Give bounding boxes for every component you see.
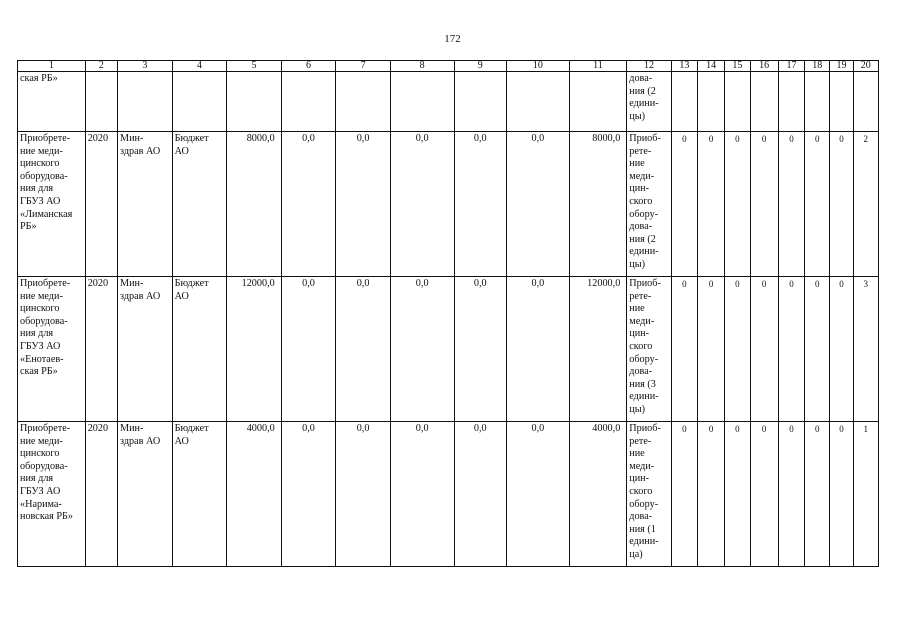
col-header: 7 (336, 61, 391, 72)
amount-cell: 0,0 (390, 277, 454, 422)
empty-cell (698, 72, 725, 132)
col-header: 8 (390, 61, 454, 72)
empty-cell (671, 72, 697, 132)
amount-cell: 0,0 (454, 277, 507, 422)
col-header: 17 (778, 61, 804, 72)
executor-cell: Мин- здрав АО (118, 277, 173, 422)
executor-cell: Мин- здрав АО (118, 422, 173, 567)
amount-cell: 0,0 (281, 277, 336, 422)
col-header: 9 (454, 61, 507, 72)
empty-cell (805, 72, 830, 132)
empty-cell (118, 72, 173, 132)
result-cell: Приоб- рете- ние меди- цин- ского обору- дова- ния (3 едини- цы) (627, 277, 671, 422)
continuation-row (18, 72, 879, 132)
amount-cell: 0,0 (390, 422, 454, 567)
continuation-result-cell: дова- ния (2 едини- цы) (627, 72, 671, 132)
program-table (17, 60, 879, 567)
indicator-cell: 0 (830, 277, 853, 422)
table-row (18, 422, 879, 567)
result-cell: Приоб- рете- ние меди- цин- ского обору- дова- ния (1 едини- ца) (627, 422, 671, 567)
empty-cell (853, 72, 878, 132)
indicator-cell: 3 (853, 277, 878, 422)
col-header: 12 (627, 61, 671, 72)
year-cell: 2020 (85, 277, 117, 422)
col-header: 20 (853, 61, 878, 72)
col-header: 10 (507, 61, 570, 72)
col-header: 14 (698, 61, 725, 72)
amount-cell: 0,0 (454, 422, 507, 567)
amount-cell: 0,0 (507, 132, 570, 277)
col-header: 16 (750, 61, 778, 72)
amount-cell: 4000,0 (569, 422, 627, 567)
col-header: 18 (805, 61, 830, 72)
empty-cell (750, 72, 778, 132)
empty-cell (507, 72, 570, 132)
amount-cell: 4000,0 (227, 422, 282, 567)
continuation-name-cell: ская РБ» (18, 72, 86, 132)
amount-cell: 12000,0 (569, 277, 627, 422)
amount-cell: 0,0 (336, 132, 391, 277)
col-header: 4 (172, 61, 227, 72)
indicator-cell: 0 (805, 277, 830, 422)
amount-cell: 8000,0 (227, 132, 282, 277)
indicator-cell: 1 (853, 422, 878, 567)
page-number: 172 (444, 33, 461, 45)
indicator-cell: 0 (725, 422, 750, 567)
year-cell: 2020 (85, 132, 117, 277)
amount-cell: 0,0 (336, 422, 391, 567)
empty-cell (830, 72, 853, 132)
funding-source-cell: Бюджет АО (172, 277, 227, 422)
indicator-cell: 0 (698, 132, 725, 277)
indicator-cell: 0 (830, 132, 853, 277)
col-header: 11 (569, 61, 627, 72)
indicator-cell: 0 (830, 422, 853, 567)
empty-cell (281, 72, 336, 132)
col-header: 19 (830, 61, 853, 72)
empty-cell (336, 72, 391, 132)
col-header: 1 (18, 61, 86, 72)
amount-cell: 0,0 (281, 132, 336, 277)
empty-cell (227, 72, 282, 132)
indicator-cell: 0 (671, 422, 697, 567)
indicator-cell: 0 (671, 132, 697, 277)
indicator-cell: 0 (778, 277, 804, 422)
indicator-cell: 0 (725, 277, 750, 422)
indicator-cell: 0 (698, 422, 725, 567)
executor-cell: Мин- здрав АО (118, 132, 173, 277)
indicator-cell: 0 (750, 277, 778, 422)
empty-cell (778, 72, 804, 132)
indicator-cell: 0 (778, 422, 804, 567)
indicator-cell: 0 (778, 132, 804, 277)
indicator-cell: 2 (853, 132, 878, 277)
empty-cell (454, 72, 507, 132)
amount-cell: 12000,0 (227, 277, 282, 422)
col-header: 6 (281, 61, 336, 72)
empty-cell (85, 72, 117, 132)
funding-source-cell: Бюджет АО (172, 422, 227, 567)
col-header: 5 (227, 61, 282, 72)
empty-cell (390, 72, 454, 132)
indicator-cell: 0 (805, 422, 830, 567)
amount-cell: 0,0 (454, 132, 507, 277)
measure-name-cell: Приобрете- ние меди- цинского оборудова- ния для ГБУЗ АО «Лиманская РБ» (18, 132, 86, 277)
indicator-cell: 0 (805, 132, 830, 277)
indicator-cell: 0 (725, 132, 750, 277)
funding-source-cell: Бюджет АО (172, 132, 227, 277)
indicator-cell: 0 (698, 277, 725, 422)
empty-cell (569, 72, 627, 132)
col-header: 15 (725, 61, 750, 72)
amount-cell: 8000,0 (569, 132, 627, 277)
result-cell: Приоб- рете- ние меди- цин- ского обору- дова- ния (2 едини- цы) (627, 132, 671, 277)
amount-cell: 0,0 (336, 277, 391, 422)
empty-cell (725, 72, 750, 132)
amount-cell: 0,0 (281, 422, 336, 567)
measure-name-cell: Приобрете- ние меди- цинского оборудова- ния для ГБУЗ АО «Нарима- новская РБ» (18, 422, 86, 567)
col-header: 13 (671, 61, 697, 72)
col-header: 3 (118, 61, 173, 72)
table-row (18, 132, 879, 277)
indicator-cell: 0 (750, 132, 778, 277)
column-number-row (18, 61, 879, 72)
empty-cell (172, 72, 227, 132)
amount-cell: 0,0 (390, 132, 454, 277)
table-row (18, 277, 879, 422)
amount-cell: 0,0 (507, 422, 570, 567)
col-header: 2 (85, 61, 117, 72)
measure-name-cell: Приобрете- ние меди- цинского оборудова- ния для ГБУЗ АО «Енотаев- ская РБ» (18, 277, 86, 422)
year-cell: 2020 (85, 422, 117, 567)
indicator-cell: 0 (750, 422, 778, 567)
indicator-cell: 0 (671, 277, 697, 422)
amount-cell: 0,0 (507, 277, 570, 422)
